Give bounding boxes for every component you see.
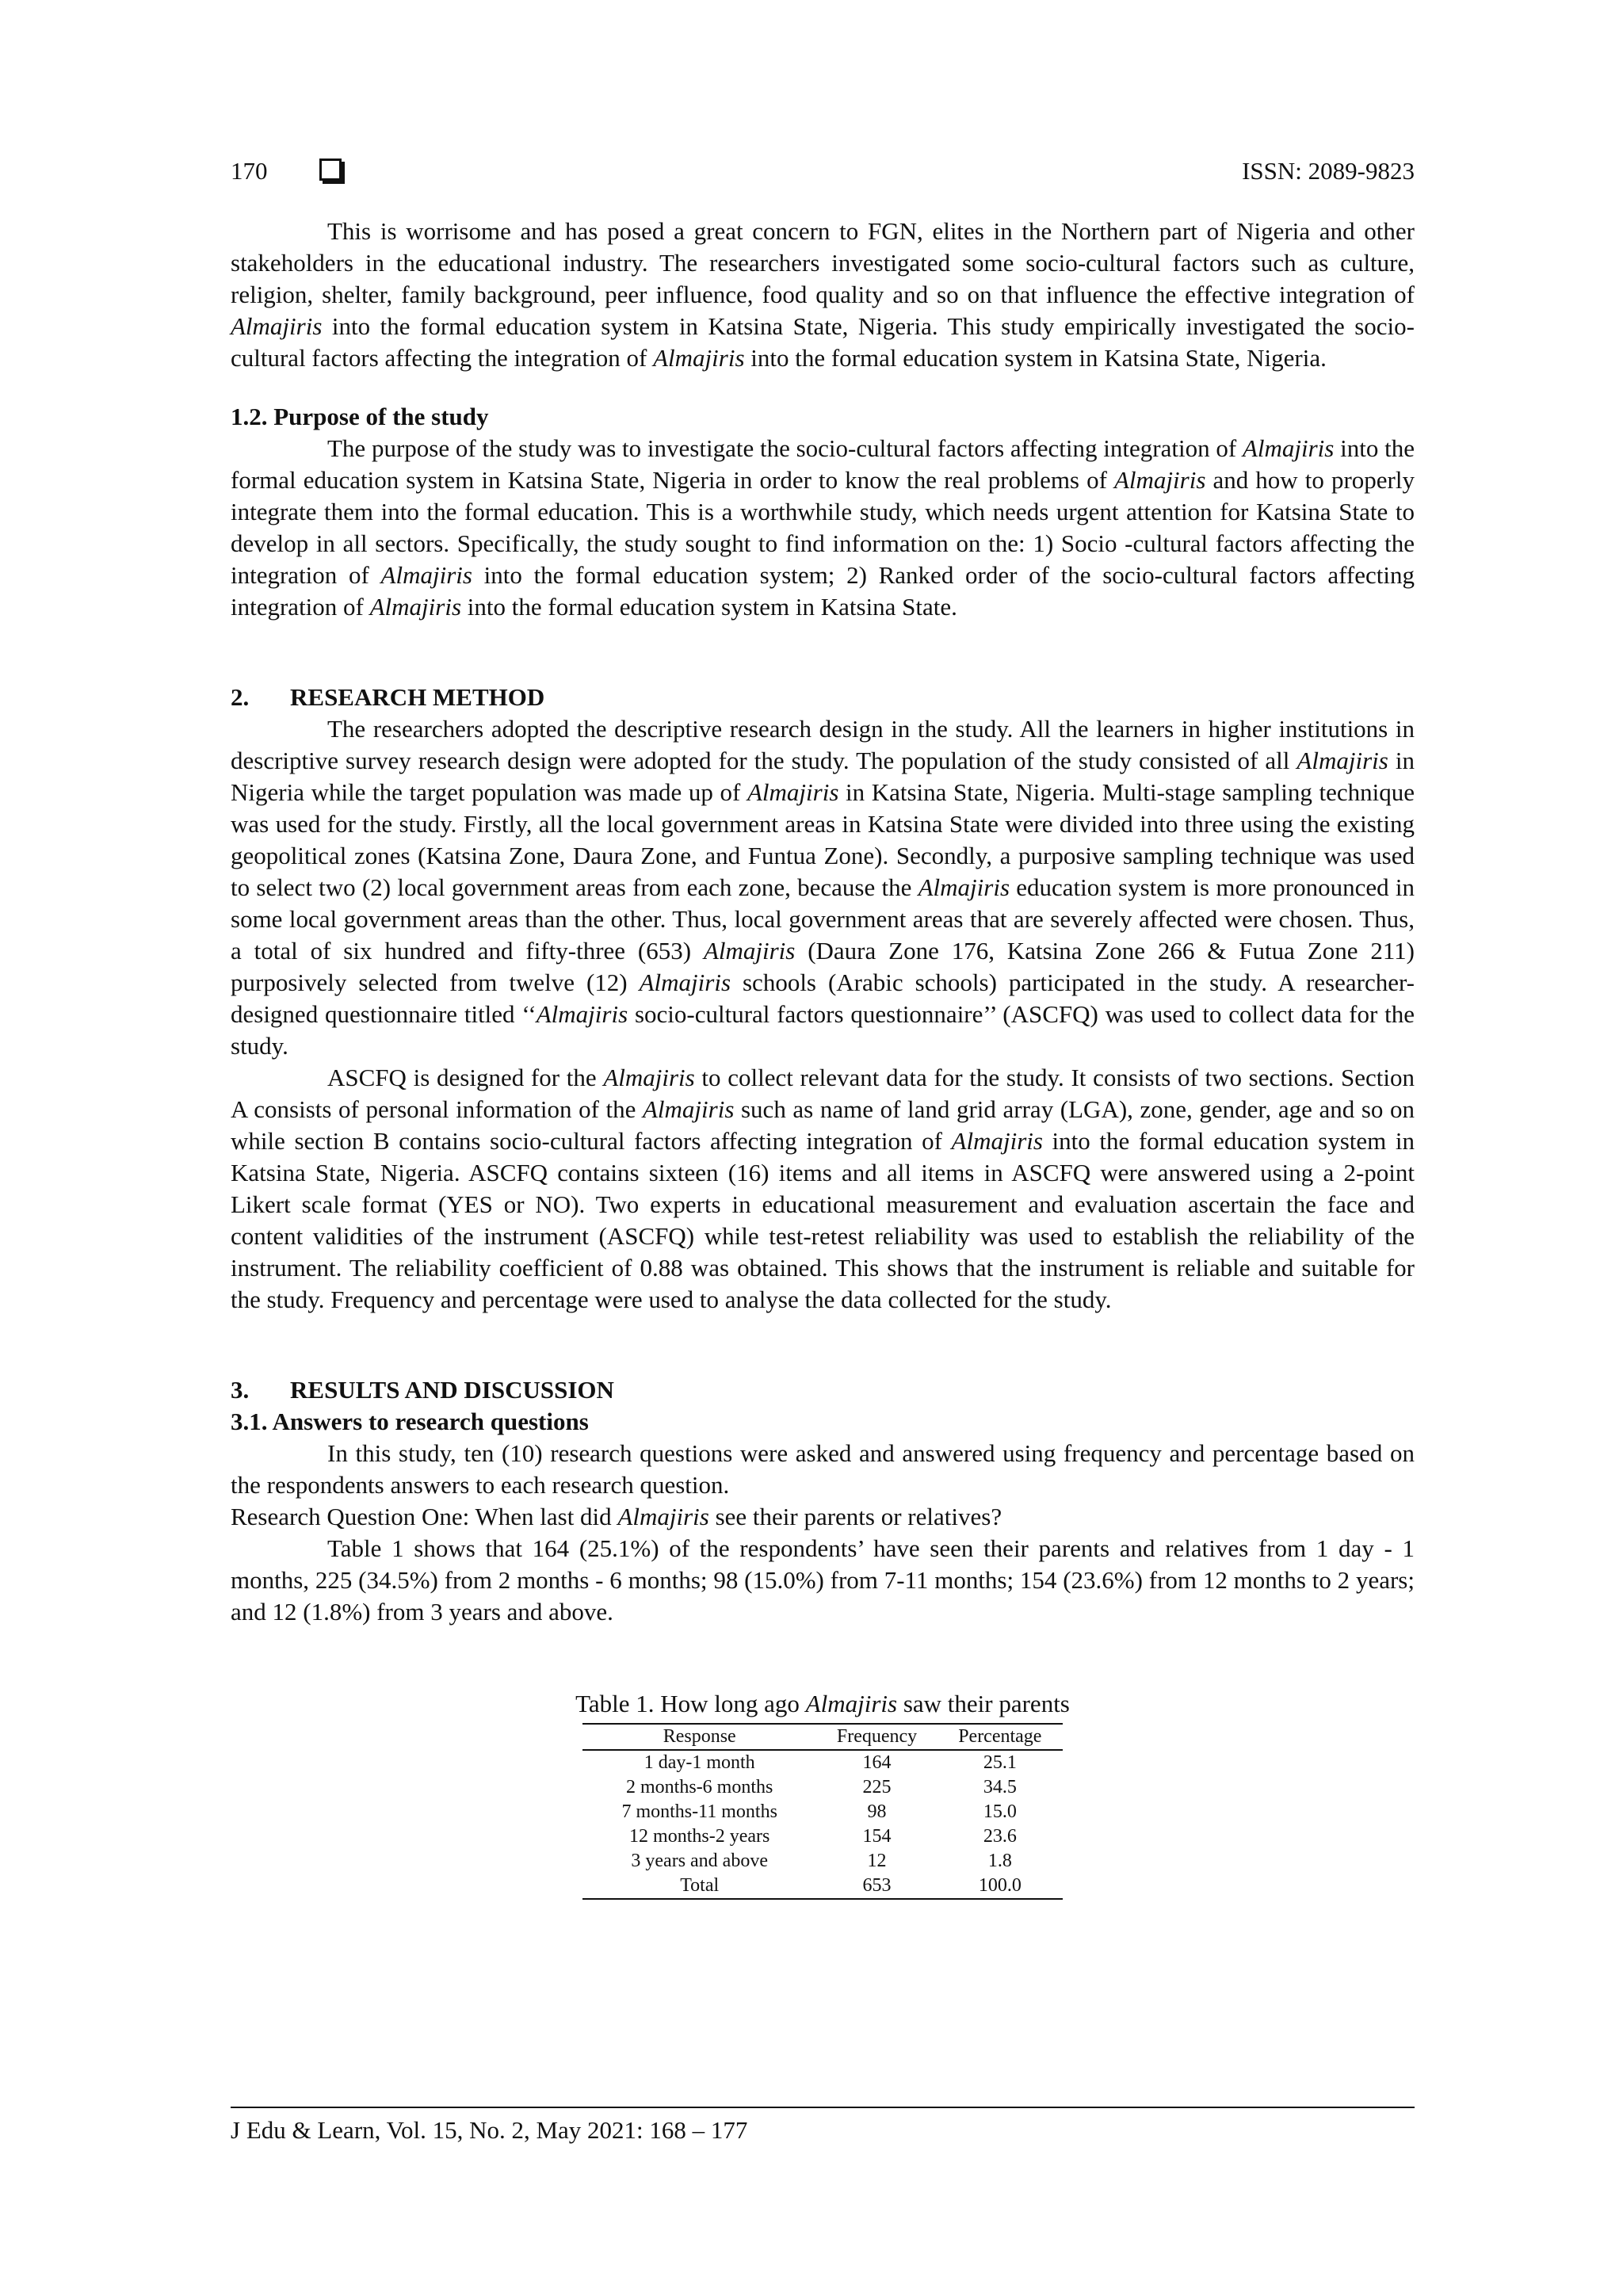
method-number: 2. — [231, 683, 250, 711]
purpose-heading: 1.2. Purpose of the study — [231, 403, 489, 430]
results-paragraph-1: In this study, ten (10) research questions were asked and answered using frequency and percentage based on the respondents answers to each research question. — [231, 1439, 1415, 1499]
intro-paragraph: This is worrisome and has posed a great concern to FGN, elites in the Northern part of Nigeria and other stakeholders in the educational industry. The researchers investigated some socio-cultural factors such as culture, religion, shelter, family background, peer influence, food quality and so on that influence the effective integration of Almajiris into the formal education system in Katsina State, Nigeria. This study empirically investigated the socio-cultural factors affecting the integration of Almajiris into the formal education system in Katsina State, Nigeria. — [231, 217, 1415, 372]
table-cell: 3 years and above — [631, 1851, 768, 1871]
page-header — [231, 151, 1415, 185]
table-cell: 225 — [862, 1777, 892, 1797]
table-cell: 1 day-1 month — [643, 1752, 755, 1773]
footer-rule — [231, 2107, 1415, 2108]
table-cell: 154 — [862, 1826, 892, 1847]
table-cell: 25.1 — [983, 1752, 1017, 1773]
results-paragraph-2: Table 1 shows that 164 (25.1%) of the respondents’ have seen their parents and relatives from 1 day - 1 months, 225 (34.5%) from 2 months - 6 months; 98 (15.0%) from 7-11 months; 154 (23.6%) from 12 months to 2 years; and 12 (1.8%) from 3 years and above. — [231, 1534, 1415, 1626]
table-cell: 2 months-6 months — [626, 1777, 773, 1797]
method-heading — [231, 682, 1415, 713]
table-cell: 164 — [862, 1752, 892, 1773]
method-paragraph-1: The researchers adopted the descriptive research design in the study. All the learners in higher institutions in descriptive survey research design were adopted for the study. The population of the study consisted of all Almajiris in Nigeria while the target population was made up of Almajiris in Katsina State, Nigeria. Multi-stage sampling technique was used for the study. Firstly, all the local government areas in Katsina State were divided into three using the existing geopolitical zones (Katsina Zone, Daura Zone, and Funtua Zone). Secondly, a purposive sampling technique was used to select two (2) local government areas from each zone, because the Almajiris education system is more pronounced in some local government areas than the other. Thus, local government areas that are severely affected were chosen. Thus, a total of six hundred and fifty-three (653) Almajiris (Daura Zone 176, Katsina Zone 266 & Futua Zone 211) purposively selected from twelve (12) Almajiris schools (Arabic schools) participated in the study. A researcher-designed questionnaire titled ‘‘Almajiris socio-cultural factors questionnaire’’ (ASCFQ) was used to collect data for the study. — [231, 715, 1415, 1060]
table-cell: 15.0 — [983, 1801, 1017, 1822]
table-cell: 100.0 — [978, 1875, 1022, 1896]
answers-subheading: 3.1. Answers to research questions — [231, 1408, 589, 1435]
table-cell: 34.5 — [983, 1777, 1017, 1797]
table-row — [582, 1750, 1063, 1775]
table-caption: Table 1. How long ago Almajiris saw their parents — [575, 1690, 1070, 1717]
method-title: RESEARCH METHOD — [290, 683, 545, 711]
table-cell: 653 — [862, 1875, 892, 1896]
article-body — [231, 216, 1415, 1900]
table-cell: 12 — [867, 1851, 887, 1871]
table-cell: 7 months-11 months — [621, 1801, 777, 1822]
page-footer — [231, 2107, 1415, 2145]
footer-citation: J Edu & Learn, Vol. 15, No. 2, May 2021: 168 – 177 — [231, 2116, 748, 2144]
data-table — [582, 1723, 1063, 1900]
table-cell: 23.6 — [983, 1826, 1017, 1847]
table-row — [582, 1849, 1063, 1874]
column-header: Frequency — [836, 1726, 918, 1747]
issn: ISSN: 2089-9823 — [1242, 157, 1415, 185]
table-cell: 98 — [867, 1801, 887, 1822]
square-bullet-icon — [319, 159, 342, 181]
table-row — [582, 1800, 1063, 1824]
page-number: 170 — [231, 157, 268, 185]
purpose-paragraph: The purpose of the study was to investigate the socio-cultural factors affecting integration of Almajiris into the formal education system in Katsina State, Nigeria in order to know the real problems of Almajiris and how to properly integrate them into the formal education. This is a worthwhile study, which needs urgent attention for Katsina State to develop in all sectors. Specifically, the study sought to find information on the: 1) Socio -cultural factors affecting the integration of Almajiris into the formal education system; 2) Ranked order of the socio-cultural factors affecting integration of Almajiris into the formal education system in Katsina State. — [231, 434, 1415, 621]
table-header-row — [582, 1724, 1063, 1750]
table-total-row — [582, 1874, 1063, 1899]
research-question-one: Research Question One: When last did Almajiris see their parents or relatives? — [231, 1503, 1002, 1530]
results-heading — [231, 1374, 1415, 1406]
table-1 — [561, 1690, 1084, 1900]
table-cell: 1.8 — [987, 1851, 1012, 1871]
table-cell: Total — [680, 1875, 720, 1896]
column-header: Response — [663, 1726, 736, 1747]
method-paragraph-2: ASCFQ is designed for the Almajiris to collect relevant data for the study. It consists of two sections. Section A consists of personal information of the Almajiris such as name of land grid array (LGA), zone, gender, age and so on while section B contains socio-cultural factors affecting integration of Almajiris into the formal education system in Katsina State, Nigeria. ASCFQ contains sixteen (16) items and all items in ASCFQ were answered using a 2-point Likert scale format (YES or NO). Two experts in educational measurement and evaluation ascertain the face and content validities of the instrument (ASCFQ) while test-retest reliability was used to establish the reliability of the instrument. The reliability coefficient of 0.88 was obtained. This shows that the instrument is reliable and suitable for the study. Frequency and percentage were used to analyse the data collected for the study. — [231, 1064, 1415, 1313]
column-header: Percentage — [958, 1726, 1042, 1747]
table-row — [582, 1775, 1063, 1800]
results-title: RESULTS AND DISCUSSION — [290, 1376, 614, 1404]
table-row — [582, 1824, 1063, 1849]
results-number: 3. — [231, 1376, 250, 1404]
table-cell: 12 months-2 years — [629, 1826, 770, 1847]
